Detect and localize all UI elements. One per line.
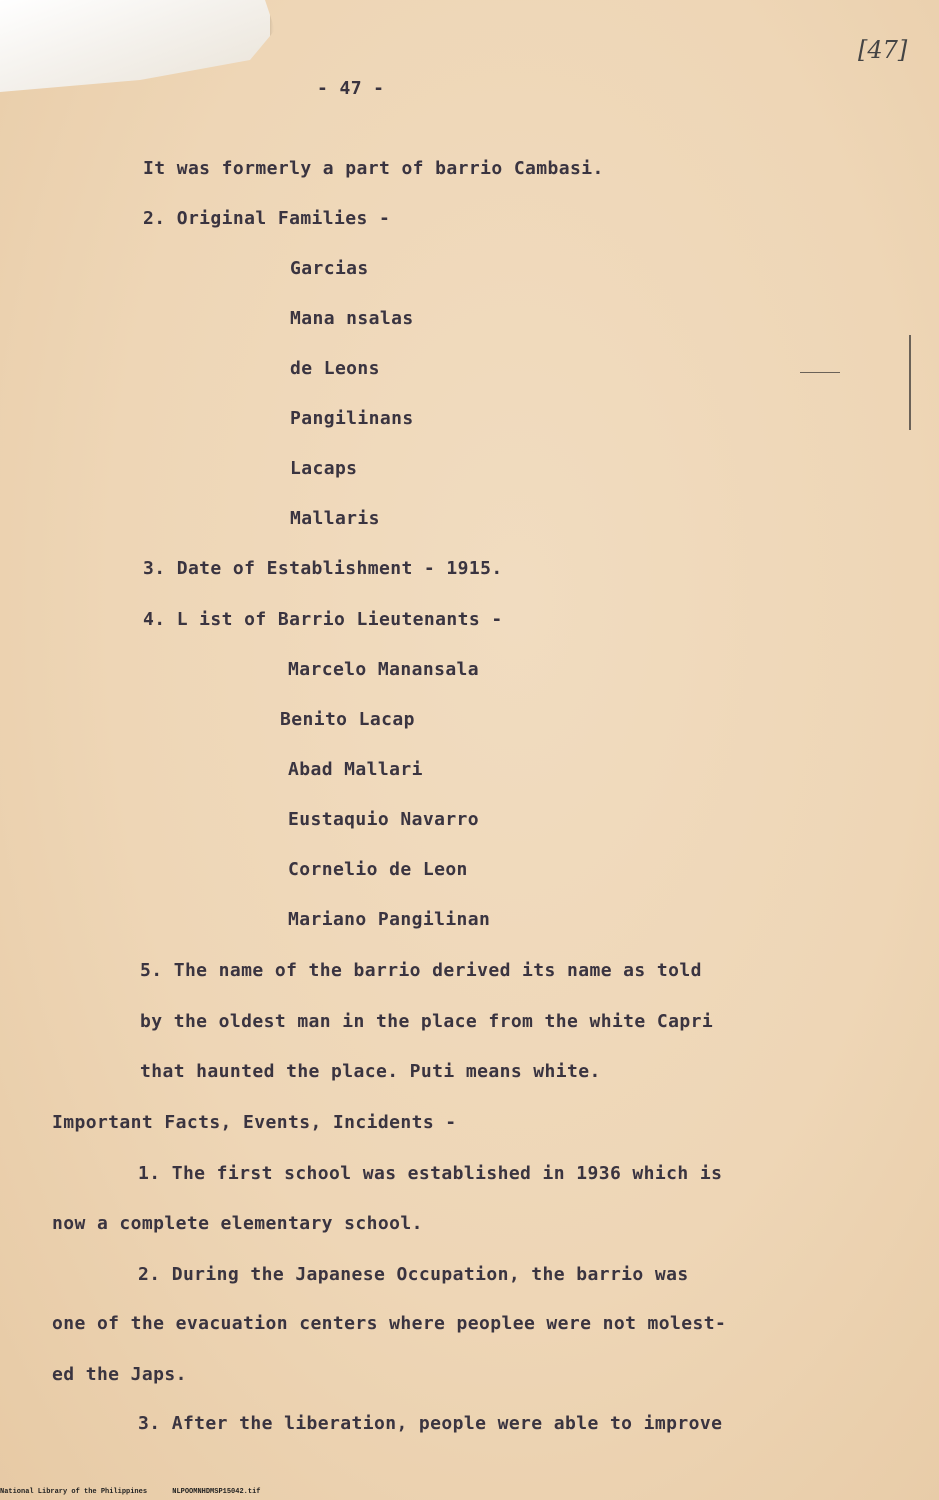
- page-number: - 47 -: [317, 78, 385, 99]
- text-line: Pangilinans: [290, 408, 414, 429]
- text-line: Mariano Pangilinan: [288, 909, 491, 930]
- text-line: 2. During the Japanese Occupation, the barrio was: [138, 1264, 689, 1285]
- text-line: now a complete elementary school.: [52, 1213, 423, 1234]
- footer-library: National Library of the Philippines: [0, 1488, 148, 1496]
- text-line: ed the Japs.: [52, 1364, 187, 1385]
- corner-page-stamp: [47]: [858, 36, 908, 64]
- text-line: 3. Date of Establishment - 1915.: [143, 558, 503, 579]
- text-line: 5. The name of the barrio derived its name as told: [140, 960, 702, 981]
- text-line: one of the evacuation centers where peoplee were not molest-: [52, 1313, 727, 1334]
- text-line: Garcias: [290, 258, 369, 279]
- text-line: Cornelio de Leon: [288, 859, 468, 880]
- text-line: 3. After the liberation, people were able to improve: [138, 1413, 723, 1434]
- text-line: Abad Mallari: [288, 759, 423, 780]
- text-line: Marcelo Manansala: [288, 659, 480, 680]
- text-line: that haunted the place. Puti means white.: [140, 1061, 601, 1082]
- scan-footer: [0, 1488, 260, 1496]
- margin-mark: [909, 335, 911, 430]
- text-line: 2. Original Families -: [143, 208, 391, 229]
- margin-mark: [800, 372, 840, 373]
- text-line: de Leons: [290, 358, 380, 379]
- text-line: It was formerly a part of barrio Cambasi.: [143, 158, 604, 179]
- text-line: Lacaps: [290, 458, 358, 479]
- text-line: Mana nsalas: [290, 308, 414, 329]
- text-line: 4. L ist of Barrio Lieutenants -: [143, 609, 503, 630]
- text-line: Mallaris: [290, 508, 380, 529]
- text-line: Benito Lacap: [280, 709, 415, 730]
- footer-filename: NLPOOMNHDMSP15042.tif: [172, 1488, 261, 1496]
- text-line: Important Facts, Events, Incidents -: [52, 1112, 457, 1133]
- folded-corner: [0, 0, 270, 95]
- text-line: 1. The first school was established in 1936 which is: [138, 1163, 723, 1184]
- text-line: Eustaquio Navarro: [288, 809, 480, 830]
- text-line: by the oldest man in the place from the white Capri: [140, 1011, 714, 1032]
